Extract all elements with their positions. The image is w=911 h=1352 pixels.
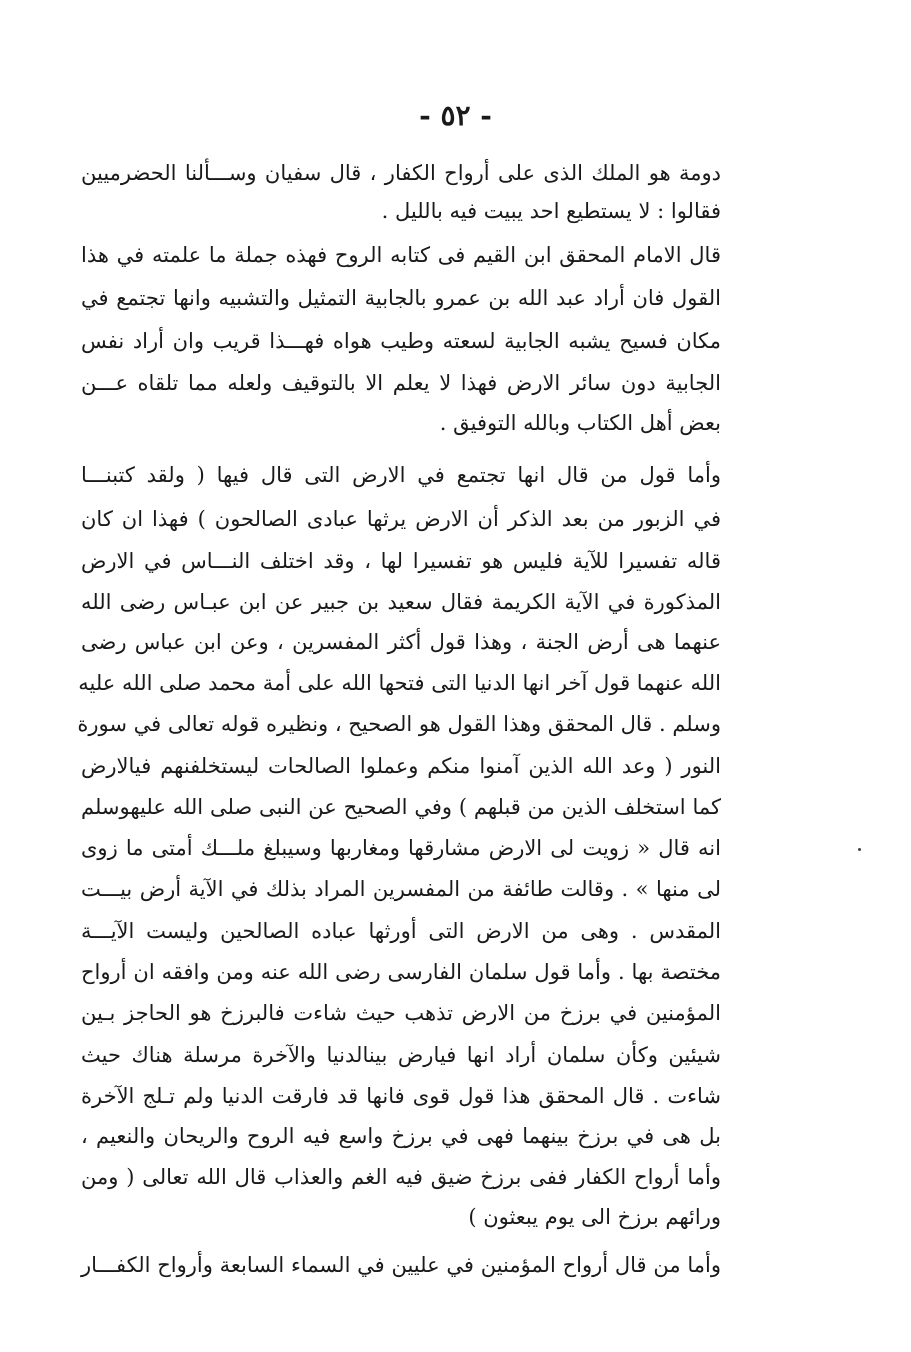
scan-speck	[858, 848, 861, 851]
text-line: ورائهم برزخ الى يوم يبعثون )	[468, 1205, 721, 1229]
text-line: وأما من قال أرواح المؤمنين في عليين في السماء السابعة وأرواح الكفـــار	[81, 1253, 721, 1277]
text-line: القول فان أراد عبد الله بن عمرو بالجابية التمثيل والتشبيه وانها تجتمع في	[81, 286, 721, 310]
text-line: في الزبور من بعد الذكر أن الارض يرثها عبادى الصالحون ) فهذا ان كان	[81, 507, 721, 531]
text-line: قال الامام المحقق ابن القيم فى كتابه الروح فهذه جملة ما علمته في هذا	[81, 243, 721, 267]
text-line: المؤمنين في برزخ من الارض تذهب حيث شاءت فالبرزخ هو الحاجز بـين	[81, 1001, 721, 1025]
text-line: فقالوا : لا يستطيع احد يبيت فيه بالليل .	[381, 199, 721, 223]
text-line: بعض أهل الكتاب وبالله التوفيق .	[439, 411, 721, 435]
text-line: شاءت . قال المحقق هذا قول قوى فانها قد فارقت الدنيا ولم تـلج الآخرة	[81, 1084, 721, 1108]
text-line: انه قال « زويت لى الارض مشارقها ومغاربها وسيبلغ ملـــك أمتى ما زوى	[81, 836, 721, 860]
text-line: كما استخلف الذين من قبلهم ) وفي الصحيح عن النبى صلى الله عليهوسلم	[81, 795, 721, 819]
text-line: شيئين وكأن سلمان أراد انها فيارض بينالدنيا والآخرة مرسلة هناك حيث	[81, 1043, 721, 1067]
text-line: لى منها » . وقالت طائفة من المفسرين المراد بذلك في الآية أرض بيـــت	[81, 877, 721, 901]
text-line: دومة هو الملك الذى على أرواح الكفار ، قال سفيان وســـألنا الحضرميين	[81, 161, 721, 185]
text-line: مختصة بها . وأما قول سلمان الفارسى رضى الله عنه ومن وافقه ان أرواح	[81, 960, 721, 984]
text-line: المقدس . وهى من الارض التى أورثها عباده الصالحين وليست الآيـــة	[81, 919, 721, 943]
text-line: المذكورة في الآية الكريمة فقال سعيد بن جبير عن ابن عبـاس رضى الله	[81, 590, 721, 614]
text-line: قاله تفسيرا للآية فليس هو تفسيرا لها ، وقد اختلف النـــاس في الارض	[81, 549, 721, 573]
text-line: عنهما هى أرض الجنة ، وهذا قول أكثر المفسرين ، وعن ابن عباس رضى	[81, 630, 721, 654]
text-line: وأما قول من قال انها تجتمع في الارض التى قال فيها ( ولقد كتبنـــا	[81, 463, 721, 487]
text-line: بل هى في برزخ بينهما فهى في برزخ واسع فيه الروح والريحان والنعيم ،	[81, 1124, 721, 1148]
text-line: مكان فسيح يشبه الجابية لسعته وطيب هواه فهـــذا قريب وان أراد نفس	[81, 329, 721, 353]
text-line: وسلم . قال المحقق وهذا القول هو الصحيح ، ونظيره قوله تعالى في سورة	[77, 712, 721, 736]
text-line: وأما أرواح الكفار ففى برزخ ضيق فيه الغم والعذاب قال الله تعالى ( ومن	[81, 1165, 721, 1189]
text-line: الله عنهما قول آخر انها الدنيا التى فتحها الله على أمة محمد صلى الله عليه	[78, 671, 721, 695]
text-line: الجابية دون سائر الارض فهذا لا يعلم الا بالتوقيف ولعله مما تلقاه عـــن	[81, 371, 721, 395]
page-number: - ٥٢ -	[419, 99, 492, 132]
text-line: النور ( وعد الله الذين آمنوا منكم وعملوا الصالحات ليستخلفنهم فيالارض	[81, 754, 721, 778]
